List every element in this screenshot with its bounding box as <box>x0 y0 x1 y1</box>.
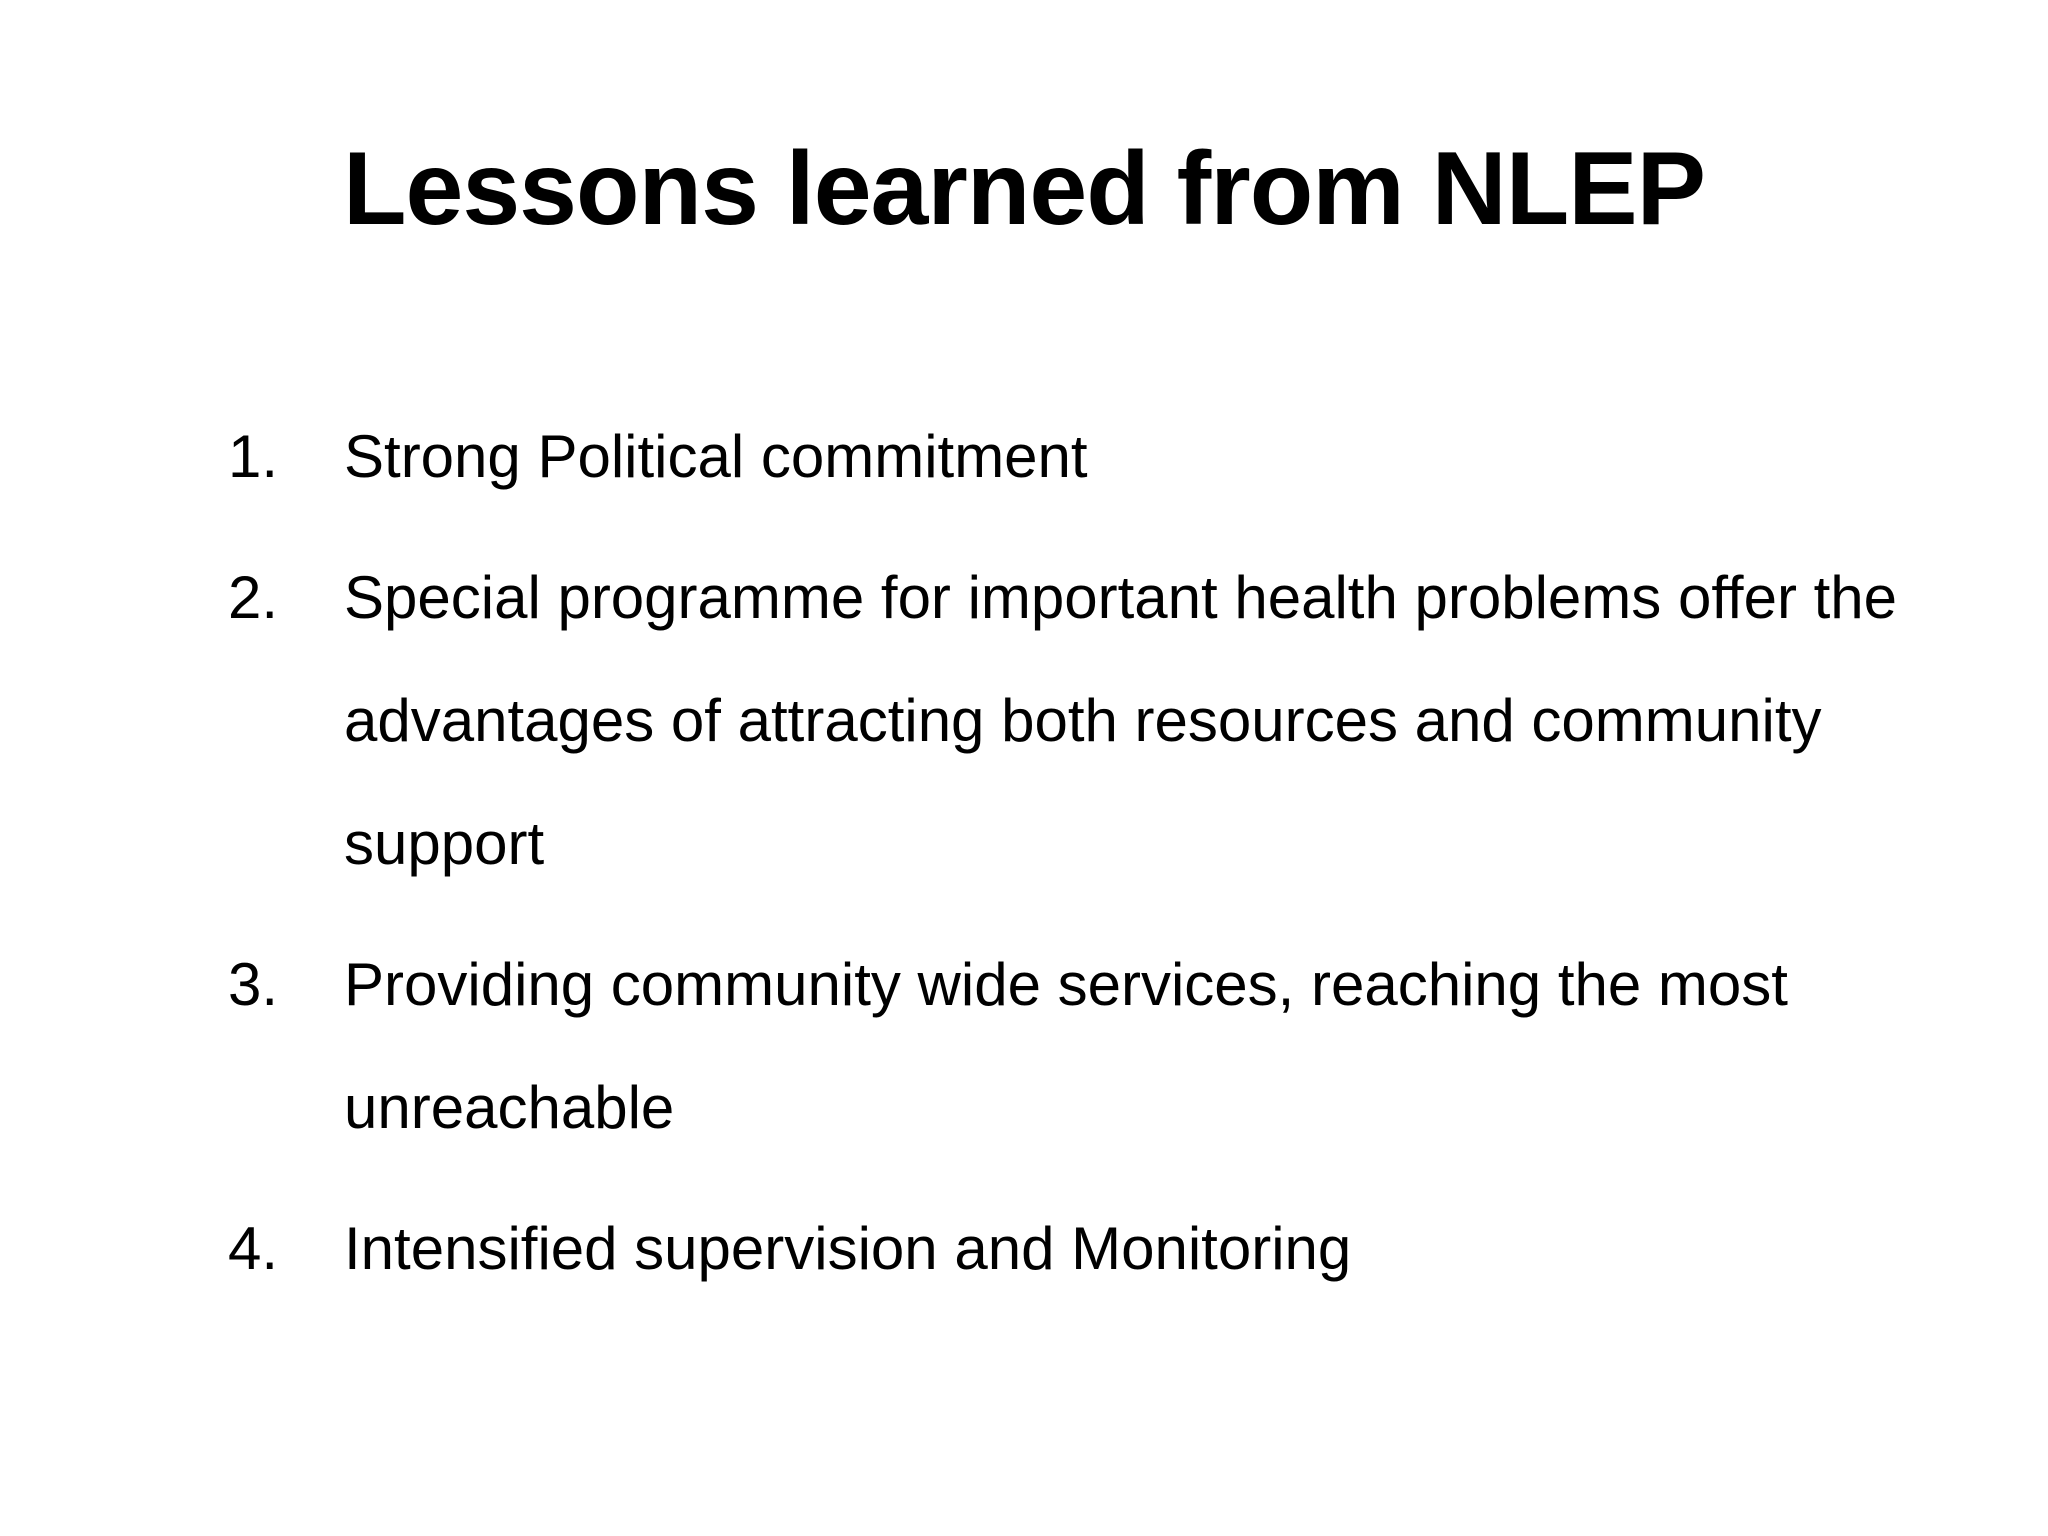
slide-title: Lessons learned from NLEP <box>342 131 1706 247</box>
list-item-text: Providing community wide services, reaching the most unreachable <box>344 951 1788 1141</box>
list-item <box>228 395 1928 518</box>
list-item-text: Strong Political commitment <box>344 423 1088 490</box>
list-item <box>228 1187 1928 1310</box>
list-item-number: 4. <box>228 1215 279 1282</box>
list-item <box>228 923 1928 1169</box>
list-item-text: Intensified supervision and Monitoring <box>344 1215 1352 1282</box>
list-item <box>228 536 1928 905</box>
list-item-number: 3. <box>228 951 279 1018</box>
lessons-list <box>228 395 1928 1328</box>
list-item-number: 2. <box>228 564 279 631</box>
list-item-text: Special programme for important health problems offer the advantages of attracting both resources and community support <box>344 564 1897 877</box>
list-item-number: 1. <box>228 423 279 490</box>
